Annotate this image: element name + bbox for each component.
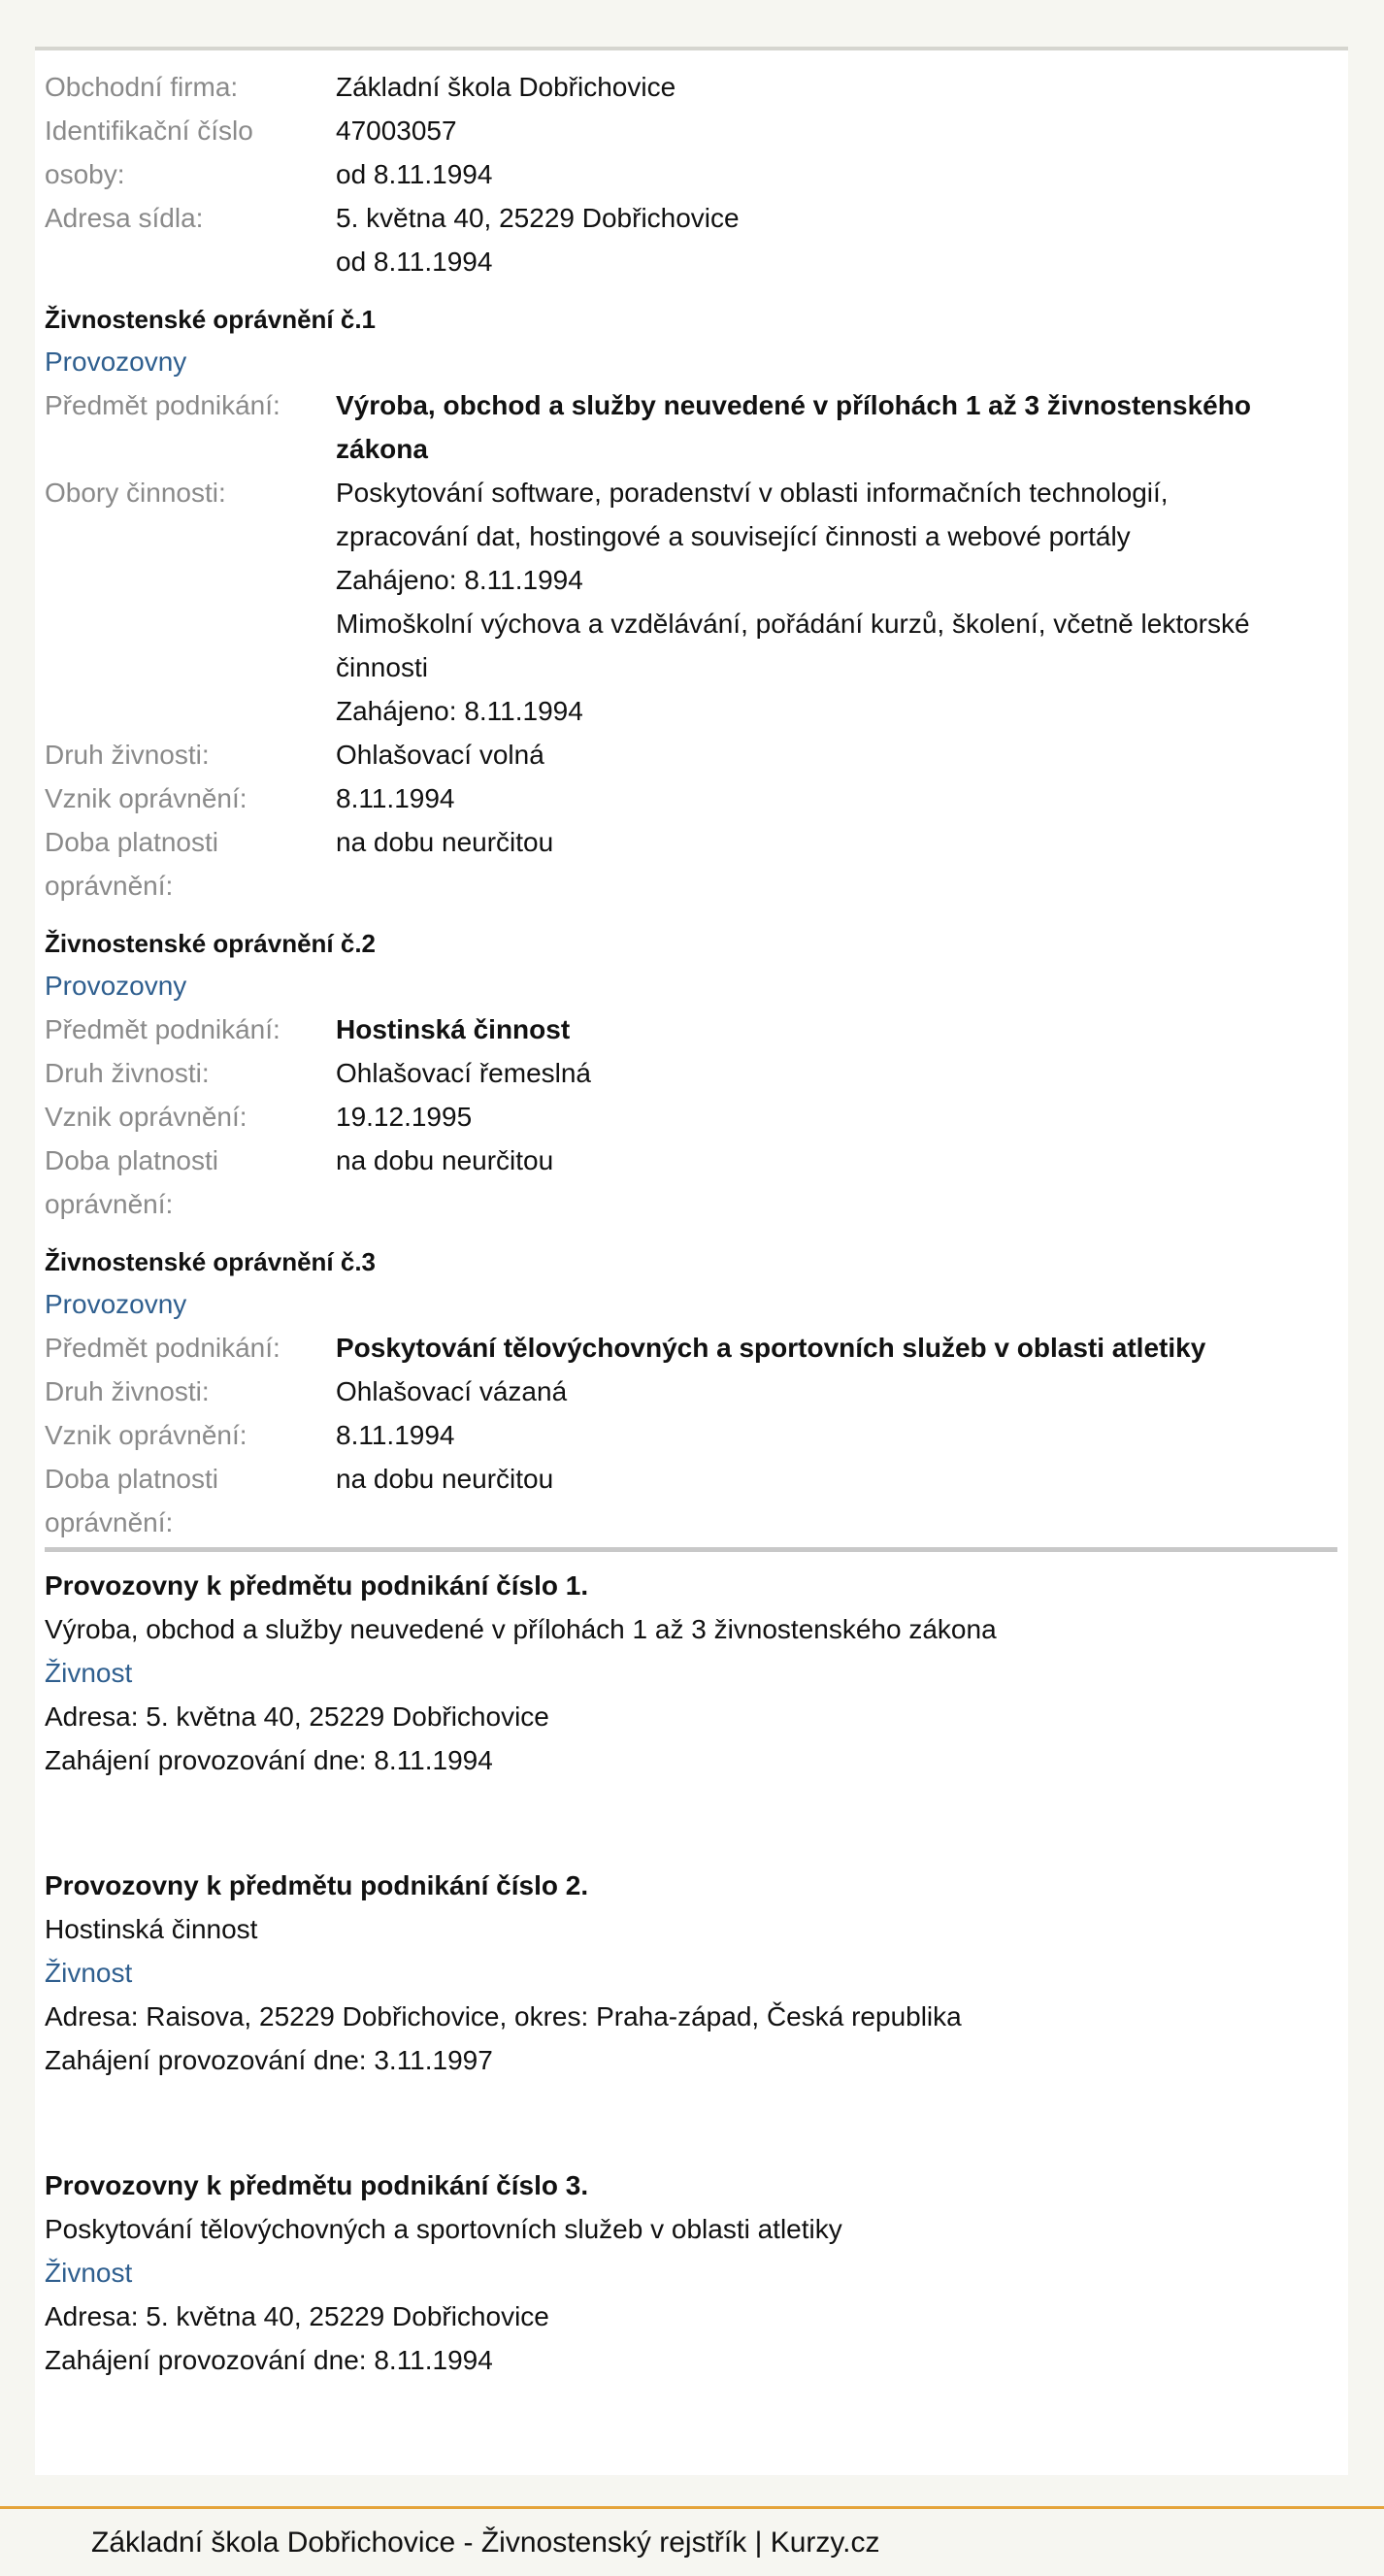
document-body xyxy=(45,65,1335,2463)
validity-label-line: Doba platnosti xyxy=(45,1145,219,1175)
establishment-address: Adresa: Raisova, 25229 Dobřichovice, okres: Praha-západ, Česká republika xyxy=(45,2001,962,2031)
establishment-start: Zahájení provozování dne: 3.11.1997 xyxy=(45,2045,493,2075)
permit-title: Živnostenské oprávnění č.2 xyxy=(45,929,377,958)
validity-value: na dobu neurčitou xyxy=(336,1464,554,1494)
subject-label: Předmět podnikání: xyxy=(45,1333,280,1363)
company-id-since: od 8.11.1994 xyxy=(336,159,493,189)
type-value: Ohlašovací volná xyxy=(336,740,544,770)
company-name-value: Základní škola Dobřichovice xyxy=(336,72,676,102)
footer-divider xyxy=(0,2506,1384,2509)
validity-label-line: Doba platnosti xyxy=(45,1464,219,1494)
establishment-1 xyxy=(45,1564,1335,1782)
permit-validity-row xyxy=(45,1457,1335,1544)
validity-value: na dobu neurčitou xyxy=(336,1145,554,1175)
permit-origin-row xyxy=(45,1095,1335,1139)
zivnost-link[interactable]: Živnost xyxy=(45,1658,133,1688)
validity-label-line: oprávnění: xyxy=(45,1189,174,1219)
company-info xyxy=(45,65,1335,283)
company-row xyxy=(45,152,1335,196)
footer-text: Základní škola Dobřichovice - Živnostenský rejstřík | Kurzy.cz xyxy=(91,2526,880,2559)
origin-value: 8.11.1994 xyxy=(336,1420,455,1450)
company-id-label-cont: osoby: xyxy=(45,159,125,189)
permit-origin-row xyxy=(45,776,1335,820)
provozovny-link[interactable]: Provozovny xyxy=(45,971,187,1001)
permit-subject-row xyxy=(45,383,1335,471)
establishment-start: Zahájení provozování dne: 8.11.1994 xyxy=(45,1745,493,1775)
permit-subject-row xyxy=(45,1007,1335,1051)
content-panel xyxy=(35,47,1348,2475)
establishment-title: Provozovny k předmětu podnikání číslo 1. xyxy=(45,1570,589,1601)
company-row xyxy=(45,109,1335,152)
fields-line: Mimoškolní výchova a vzdělávání, pořádání kurzů, školení, včetně lektorské xyxy=(336,609,1250,639)
validity-label-line: oprávnění: xyxy=(45,1507,174,1537)
establishment-address: Adresa: 5. května 40, 25229 Dobřichovice xyxy=(45,2301,549,2331)
company-address-label: Adresa sídla: xyxy=(45,203,204,233)
type-label: Druh živnosti: xyxy=(45,740,210,770)
origin-label: Vznik oprávnění: xyxy=(45,1102,247,1132)
permit-fields-row xyxy=(45,471,1335,733)
establishment-3 xyxy=(45,2163,1335,2382)
origin-label: Vznik oprávnění: xyxy=(45,1420,247,1450)
company-row xyxy=(45,196,1335,240)
subject-line: zákona xyxy=(336,434,428,464)
type-label: Druh živnosti: xyxy=(45,1058,210,1088)
company-address-value: 5. května 40, 25229 Dobřichovice xyxy=(336,203,740,233)
fields-line: zpracování dat, hostingové a související činnosti a webové portály xyxy=(336,521,1131,551)
establishment-address: Adresa: 5. května 40, 25229 Dobřichovice xyxy=(45,1701,549,1732)
subject-label: Předmět podnikání: xyxy=(45,390,280,420)
subject-label: Předmět podnikání: xyxy=(45,1014,280,1044)
fields-line: Zahájeno: 8.11.1994 xyxy=(336,565,583,595)
permit-type-row xyxy=(45,1051,1335,1095)
permit-title: Živnostenské oprávnění č.1 xyxy=(45,305,377,334)
establishment-subject: Hostinská činnost xyxy=(45,1914,258,1944)
permit-type-row xyxy=(45,733,1335,776)
validity-label xyxy=(45,820,336,908)
type-value: Ohlašovací vázaná xyxy=(336,1376,568,1406)
type-value: Ohlašovací řemeslná xyxy=(336,1058,592,1088)
type-label: Druh živnosti: xyxy=(45,1376,210,1406)
subject-value: Hostinská činnost xyxy=(336,1014,571,1044)
permit-2 xyxy=(45,923,1335,1226)
permit-subject-row xyxy=(45,1326,1335,1370)
provozovny-link[interactable]: Provozovny xyxy=(45,347,187,377)
origin-label: Vznik oprávnění: xyxy=(45,783,247,813)
zivnost-link[interactable]: Živnost xyxy=(45,2258,133,2288)
subject-value xyxy=(336,383,1335,471)
subject-line: Výroba, obchod a služby neuvedené v přílohách 1 až 3 živnostenského xyxy=(336,390,1251,420)
origin-value: 8.11.1994 xyxy=(336,783,455,813)
company-address-since: od 8.11.1994 xyxy=(336,247,493,277)
validity-label xyxy=(45,1139,336,1226)
provozovny-link[interactable]: Provozovny xyxy=(45,1289,187,1319)
company-id-label: Identifikační číslo xyxy=(45,116,253,146)
validity-value: na dobu neurčitou xyxy=(336,827,554,857)
section-divider xyxy=(45,1547,1337,1552)
fields-line: činnosti xyxy=(336,652,428,682)
permit-type-row xyxy=(45,1370,1335,1413)
company-id-value: 47003057 xyxy=(336,116,457,146)
permit-validity-row xyxy=(45,820,1335,908)
company-row xyxy=(45,65,1335,109)
establishment-start: Zahájení provozování dne: 8.11.1994 xyxy=(45,2345,493,2375)
origin-value: 19.12.1995 xyxy=(336,1102,473,1132)
fields-value xyxy=(336,471,1335,733)
establishment-title: Provozovny k předmětu podnikání číslo 2. xyxy=(45,1870,589,1900)
validity-label-line: Doba platnosti xyxy=(45,827,219,857)
permit-validity-row xyxy=(45,1139,1335,1226)
company-name-label: Obchodní firma: xyxy=(45,72,239,102)
establishment-2 xyxy=(45,1864,1335,2082)
validity-label-line: oprávnění: xyxy=(45,871,174,901)
company-row xyxy=(45,240,1335,283)
establishment-title: Provozovny k předmětu podnikání číslo 3. xyxy=(45,2170,589,2200)
establishment-subject: Výroba, obchod a služby neuvedené v přílohách 1 až 3 živnostenského zákona xyxy=(45,1614,997,1644)
permit-origin-row xyxy=(45,1413,1335,1457)
permit-title: Živnostenské oprávnění č.3 xyxy=(45,1247,377,1276)
establishment-subject: Poskytování tělovýchovných a sportovních služeb v oblasti atletiky xyxy=(45,2214,842,2244)
fields-line: Zahájeno: 8.11.1994 xyxy=(336,696,583,726)
permit-1 xyxy=(45,299,1335,908)
validity-label xyxy=(45,1457,336,1544)
company-address-label-empty xyxy=(45,240,336,283)
fields-line: Poskytování software, poradenství v oblasti informačních technologií, xyxy=(336,478,1169,508)
zivnost-link[interactable]: Živnost xyxy=(45,1958,133,1988)
subject-value: Poskytování tělovýchovných a sportovních služeb v oblasti atletiky xyxy=(336,1333,1206,1363)
fields-label: Obory činnosti: xyxy=(45,478,226,508)
permit-3 xyxy=(45,1241,1335,1544)
